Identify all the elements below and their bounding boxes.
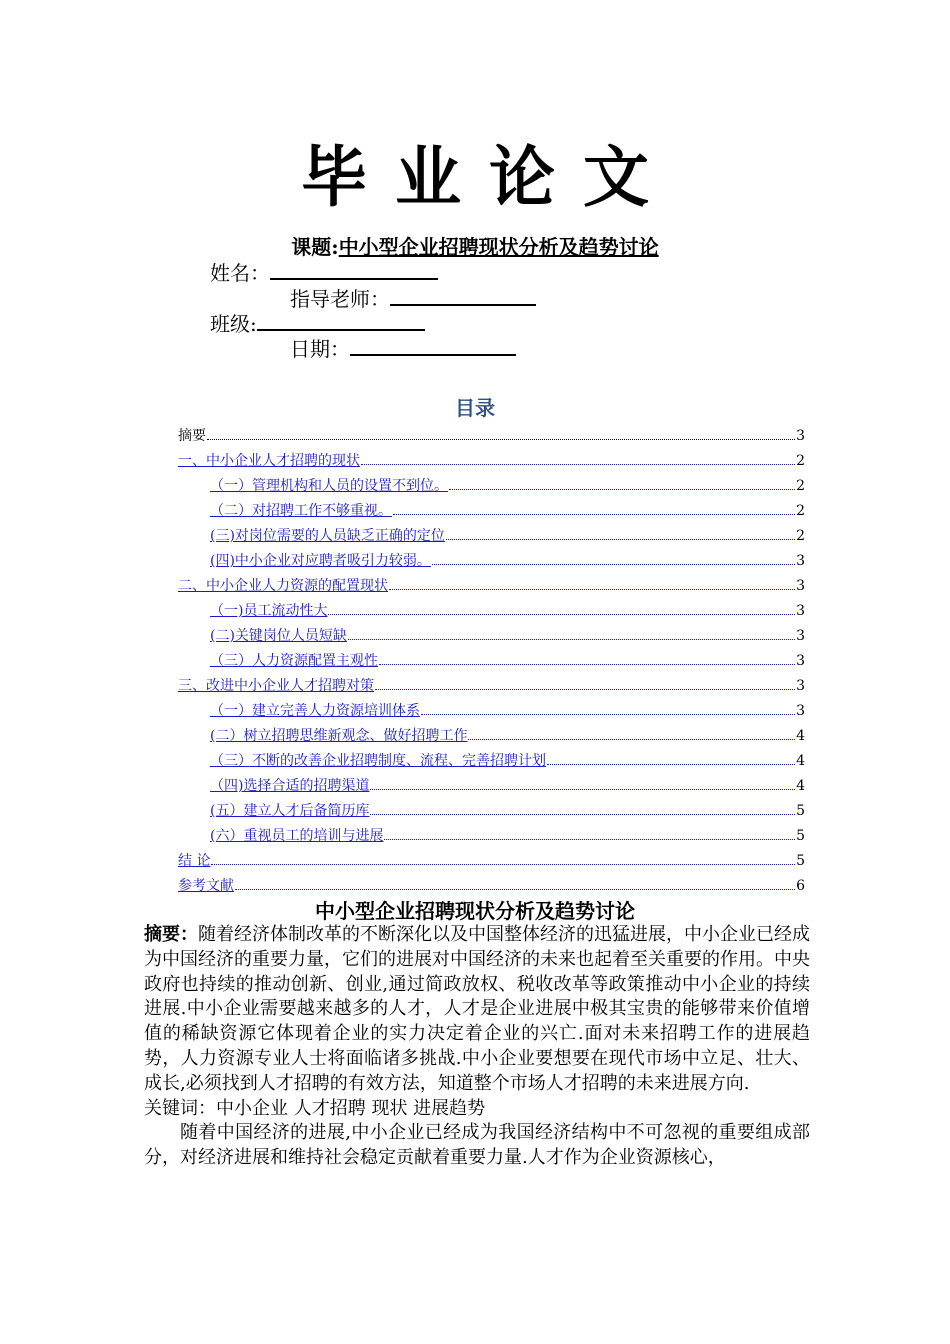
advisor-blank[interactable] <box>390 284 536 306</box>
toc-entry[interactable] <box>210 776 805 796</box>
toc-entry-page: 2 <box>796 528 805 544</box>
intro-paragraph: 随着中国经济的进展,中小企业已经成为我国经济结构中不可忽视的重要组成部分，对经济进展和维持社会稳定贡献着重要力量.人才作为企业资源核心， <box>144 1122 810 1169</box>
toc-entry-page: 3 <box>796 428 805 444</box>
toc-entry-page: 3 <box>796 603 805 619</box>
name-field <box>210 258 438 287</box>
date-field <box>290 334 516 363</box>
toc-entry[interactable] <box>178 426 805 446</box>
toc-entry-text: （一)员工流动性大 <box>210 603 328 619</box>
toc-entry-text: 摘要 <box>178 428 206 444</box>
toc-entry[interactable] <box>210 701 805 721</box>
advisor-label: 指导老师： <box>290 287 390 311</box>
abstract-label: 摘要： <box>144 924 198 945</box>
toc-entry[interactable] <box>178 851 805 871</box>
toc-entry-text: （一）管理机构和人员的设置不到位。 <box>210 478 448 494</box>
toc-entry-page: 2 <box>796 478 805 494</box>
toc-entry-text: 结 论 <box>178 853 211 869</box>
toc-entry[interactable] <box>210 551 805 571</box>
toc-entry-page: 2 <box>796 503 805 519</box>
name-blank[interactable] <box>270 258 438 280</box>
class-blank[interactable] <box>257 309 425 331</box>
toc-entry-text: （一）建立完善人力资源培训体系 <box>210 703 420 719</box>
toc-leader <box>370 813 795 815</box>
toc-entry-page: 5 <box>796 853 805 869</box>
toc-title: 目录 <box>455 396 495 420</box>
toc-entry[interactable] <box>210 526 805 546</box>
toc-entry-page: 4 <box>796 728 805 744</box>
toc-entry-page: 3 <box>796 628 805 644</box>
toc-entry-page: 3 <box>796 678 805 694</box>
toc-leader <box>446 538 795 540</box>
date-blank[interactable] <box>350 334 516 356</box>
toc-leader <box>468 738 795 740</box>
toc-leader <box>379 663 795 665</box>
toc-entry[interactable] <box>178 876 805 896</box>
toc-leader <box>348 638 795 640</box>
toc-entry-text: (二)关键岗位人员短缺 <box>210 628 347 644</box>
toc-entry-text: 一、中小企业人才招聘的现状 <box>178 453 360 469</box>
toc-entry-page: 6 <box>796 878 805 894</box>
toc-leader <box>421 713 795 715</box>
toc-leader <box>547 763 795 765</box>
toc-entry[interactable] <box>178 451 805 471</box>
toc-entry-text: (二）树立招聘思维新观念、做好招聘工作 <box>210 728 468 744</box>
toc-entry-text: （三）不断的改善企业招聘制度、流程、完善招聘计划 <box>210 753 546 769</box>
toc-entry-page: 4 <box>796 778 805 794</box>
toc-entry[interactable] <box>210 601 805 621</box>
toc-entry-text: (六）重视员工的培训与进展 <box>210 828 384 844</box>
toc-entry-text: (三)对岗位需要的人员缺乏正确的定位 <box>210 528 445 544</box>
toc-entry-page: 2 <box>796 453 805 469</box>
toc-leader <box>384 838 795 840</box>
toc-leader <box>370 788 795 790</box>
toc-entry[interactable] <box>210 626 805 646</box>
toc-leader <box>328 613 795 615</box>
subject-label: 课题: <box>291 235 339 259</box>
abstract-paragraph <box>144 923 810 1097</box>
toc-entry[interactable] <box>210 651 805 671</box>
toc-entry-page: 4 <box>796 753 805 769</box>
toc-leader <box>375 688 795 690</box>
toc-entry-page: 5 <box>796 828 805 844</box>
toc-entry-text: （二）对招聘工作不够重视。 <box>210 503 392 519</box>
toc-entry-page: 3 <box>796 578 805 594</box>
toc-entry-text: 三、改进中小企业人才招聘对策 <box>178 678 374 694</box>
thesis-title: 毕业论文 <box>301 139 677 216</box>
toc-leader <box>389 588 795 590</box>
toc-leader <box>207 438 795 440</box>
body-title: 中小型企业招聘现状分析及趋势讨论 <box>315 899 635 923</box>
toc-entry-page: 3 <box>796 653 805 669</box>
toc-entry[interactable] <box>178 676 805 696</box>
toc-leader <box>235 888 795 890</box>
toc-leader <box>393 513 795 515</box>
keywords-line: 关键词：中小企业 人才招聘 现状 进展趋势 <box>144 1097 486 1119</box>
toc-entry-text: （三）人力资源配置主观性 <box>210 653 378 669</box>
abstract-text: 随着经济体制改革的不断深化以及中国整体经济的迅猛进展，中小企业已经成为中国经济的重要力量，它们的进展对中国经济的未来也起着至关重要的作用。中央政府也持续的推动创新、创业,通过简政放权、税收改革等政策推动中小企业的持续进展.中小企业需要越来越多的人才，人才是企业进展中极其宝贵的能够带来价值增值的稀缺资源它体现着企业的实力决定着企业的兴亡.面对未来招聘工作的进展趋势，人力资源专业人士将面临诸多挑战.中小企业要想要在现代市场中立足、壮大、成长,必须找到人才招聘的有效方法，知道整个市场人才招聘的未来进展方向. <box>144 924 810 1094</box>
toc-entry[interactable] <box>210 501 805 521</box>
toc-leader <box>432 563 795 565</box>
toc-leader <box>449 488 795 490</box>
toc-entry-text: （四)选择合适的招聘渠道 <box>210 778 370 794</box>
toc-entry-text: 参考文献 <box>178 878 234 894</box>
toc-entry-text: (五）建立人才后备简历库 <box>210 803 370 819</box>
toc-entry[interactable] <box>210 826 805 846</box>
subject-value: 中小型企业招聘现状分析及趋势讨论 <box>338 235 659 259</box>
subject-line <box>0 232 950 262</box>
body-text <box>144 923 810 1171</box>
date-label: 日期： <box>290 337 350 361</box>
toc-leader <box>211 863 795 865</box>
toc-entry[interactable] <box>210 476 805 496</box>
toc-entry[interactable] <box>210 801 805 821</box>
toc-entry-text: 二、中小企业人力资源的配置现状 <box>178 578 388 594</box>
class-label: 班级: <box>210 312 257 336</box>
toc-entry-page: 3 <box>796 703 805 719</box>
toc-entry[interactable] <box>210 726 805 746</box>
toc-entry-page: 3 <box>796 553 805 569</box>
toc-entry[interactable] <box>210 751 805 771</box>
toc-entry-page: 5 <box>796 803 805 819</box>
toc-entry[interactable] <box>178 576 805 596</box>
name-label: 姓名： <box>210 261 270 285</box>
toc-leader <box>361 463 795 465</box>
toc-entry-text: (四)中小企业对应聘者吸引力较弱。 <box>210 553 431 569</box>
